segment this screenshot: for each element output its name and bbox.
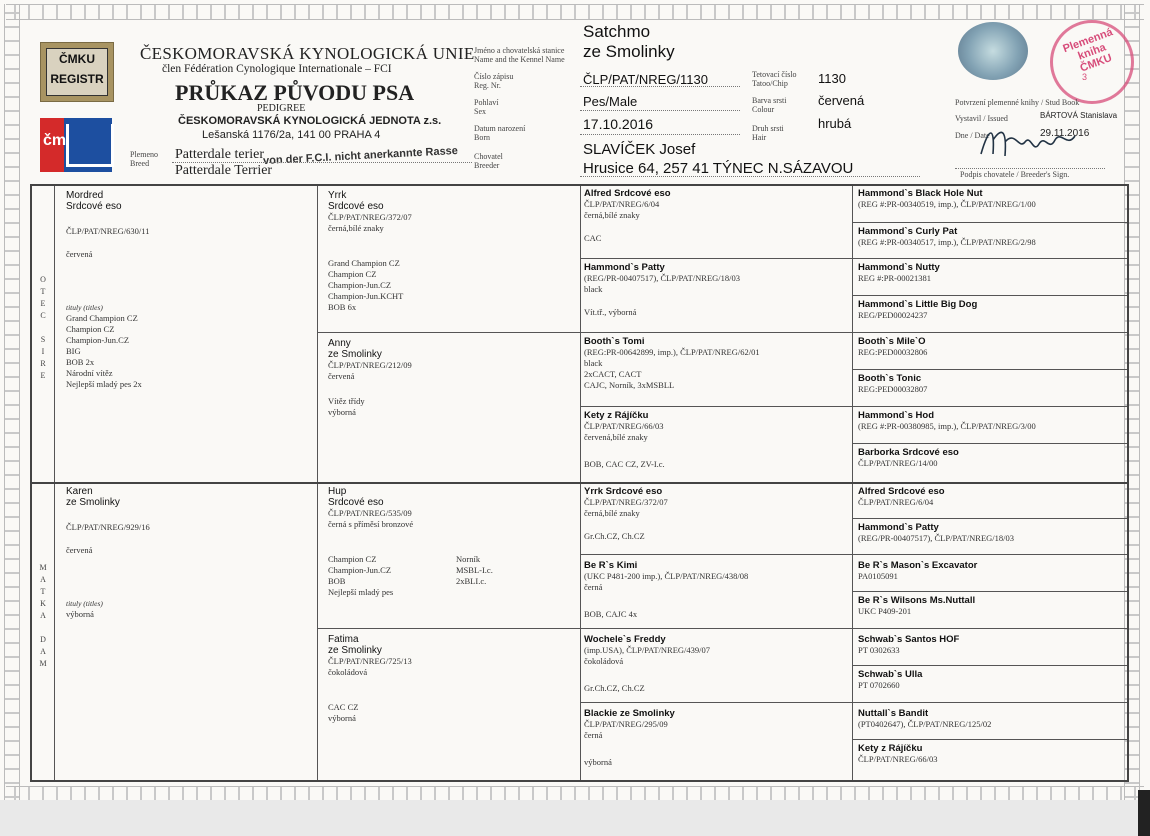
sire-letter: E	[40, 299, 46, 308]
sire-letter: E	[40, 371, 46, 380]
ancestor-colour: černá	[584, 730, 603, 740]
ancestor-name: Booth`s Tonic	[858, 373, 922, 384]
dam-title: výborná	[66, 609, 94, 619]
row-divider-g4-3	[852, 369, 1127, 370]
ancestor-titles: 2xCACT, CACT CAJC, Norník, 3xMSBLL	[584, 369, 675, 390]
ancestor-name: Be R`s Kimi	[584, 560, 638, 571]
ancestor-kennel: ze Smolinky	[328, 349, 382, 360]
ancestor-name: Hammond`s Little Big Dog	[858, 299, 978, 310]
gen2-cell	[328, 634, 573, 724]
gen3-cell	[584, 486, 848, 542]
sire-title: BOB 2x	[66, 357, 95, 367]
sire-letter: C	[40, 311, 46, 320]
sex-label: Pohlaví Sex	[474, 98, 499, 116]
gen3-cell	[584, 410, 848, 470]
ancestor-reg: REG:PED00032806	[858, 347, 928, 357]
ancestor-reg: ČLP/PAT/NREG/372/07	[328, 212, 412, 222]
gen4-cell	[858, 522, 1123, 544]
ancestor-colour: červená	[328, 371, 355, 381]
ancestor-reg: REG #:PR-00021381	[858, 273, 931, 283]
ancestor-name: Hammond`s Patty	[858, 522, 939, 533]
row-divider-g3c	[580, 554, 1127, 555]
ancestor-title: Champion CZ	[328, 269, 377, 279]
sire-colour: červená	[66, 249, 93, 259]
breed-value-cz: Patterdale terier	[175, 147, 265, 162]
ancestor-colour: černá,bílé znaky	[328, 223, 384, 233]
sire-spacer	[36, 322, 50, 334]
sire-letter: I	[41, 347, 45, 356]
ancestor-name: Barborka Srdcové eso	[858, 447, 959, 458]
dam-kennel: ze Smolinky	[66, 497, 120, 508]
ancestor-name: Yrrk Srdcové eso	[584, 486, 663, 497]
breed-value-en: Patterdale Terrier	[175, 163, 273, 178]
ancestor-title: výborná	[328, 713, 356, 723]
document-title: PRŮKAZ PŮVODU PSA	[175, 80, 415, 105]
dog-sex: Pes/Male	[583, 94, 638, 109]
ancestor-colour: black	[584, 358, 603, 368]
ancestor-colour: čokoládová	[328, 667, 368, 677]
ancestor-titles: Gr.Ch.CZ, Ch.CZ	[584, 683, 645, 693]
sire-title: Champion-Jun.CZ	[66, 335, 130, 345]
dam-spacer	[36, 622, 50, 634]
row-divider-g4-8	[852, 739, 1127, 740]
cmku-logo	[40, 118, 112, 172]
sire-titles-label: tituly (titles)	[66, 303, 103, 312]
ancestor-name: Yrrk	[328, 190, 347, 201]
issued-value: BÁRTOVÁ Stanislava	[1040, 111, 1118, 120]
dam-side-label	[36, 562, 50, 670]
gen4-cell	[858, 743, 1123, 765]
row-divider-g4-7	[852, 665, 1127, 666]
stamp-text: Plemenná kniha ČMKU	[1061, 26, 1115, 75]
union-name: ČESKOMORAVSKÁ KYNOLOGICKÁ UNIE	[140, 44, 475, 63]
ornamental-border-left	[4, 4, 20, 800]
ancestor-colour: black	[584, 284, 603, 294]
row-divider-g4-5	[852, 518, 1127, 519]
gen4-cell	[858, 486, 1123, 508]
ancestor-title: Nejlepší mladý pes	[328, 587, 394, 597]
gen2-cell	[328, 338, 573, 418]
row-divider-g4-4	[852, 443, 1127, 444]
logo-text: čm	[43, 132, 67, 149]
row-divider-g2b	[317, 628, 1127, 629]
ancestor-name: Wochele`s Freddy	[584, 634, 666, 645]
breeder-address: Hrusice 64, 257 41 TÝNEC N.SÁZAVOU	[583, 160, 854, 177]
ancestor-reg: ČLP/PAT/NREG/6/04	[584, 199, 660, 209]
logo-white-frame	[66, 124, 114, 167]
pedigree-table	[30, 184, 1129, 782]
tattoo-label: Tetovací číslo Tatoo/Chip	[752, 70, 797, 88]
ancestor-title: BOB	[328, 576, 346, 586]
document-subtitle: PEDIGREE	[257, 103, 306, 114]
ancestor-reg: (imp.USA), ČLP/PAT/NREG/439/07	[584, 645, 711, 655]
ancestor-name: Hup	[328, 486, 347, 497]
dam-letter: A	[40, 647, 46, 656]
date-label: Dne / Date	[955, 131, 990, 140]
sire-letter: R	[40, 359, 46, 368]
dog-reg: ČLP/PAT/NREG/1130	[583, 72, 708, 87]
dam-colour: červená	[66, 545, 93, 555]
ancestor-title: Norník	[456, 554, 481, 564]
row-divider-g2a	[317, 332, 1127, 333]
sire-cell	[66, 190, 311, 390]
row-divider-g4-6	[852, 591, 1127, 592]
gen4-cell	[858, 634, 1123, 656]
hologram-seal	[958, 22, 1028, 80]
ancestor-name: Alfred Srdcové eso	[584, 188, 671, 199]
ornamental-border-top	[6, 4, 1144, 20]
ancestor-title: výborná	[328, 407, 356, 417]
name-label: Jméno a chovatelská stanice Name and the Kennel Name	[474, 46, 565, 64]
ancestor-reg: UKC P409-201	[858, 606, 912, 616]
ancestor-title: 2xBLI.c.	[456, 576, 487, 586]
ancestor-name: Be R`s Mason`s Excavator	[858, 560, 978, 571]
ancestor-name: Hammond`s Nutty	[858, 262, 940, 273]
row-divider-main	[32, 482, 1127, 484]
ancestor-reg: (UKC P481-200 imp.), ČLP/PAT/NREG/438/08	[584, 571, 749, 581]
ancestor-reg: (REG #:PR-00340519, imp.), ČLP/PAT/NREG/1/00	[858, 199, 1036, 209]
ancestor-titles: BOB, CAC CZ, ZV-I.c.	[584, 459, 665, 469]
row-divider-g4-2	[852, 295, 1127, 296]
breed-line	[172, 162, 472, 163]
ancestor-title: CAC CZ	[328, 702, 359, 712]
ancestor-name: Anny	[328, 338, 351, 349]
ancestor-colour: černá s příměsí bronzové	[328, 519, 414, 529]
issued-label: Vystavil / Issued	[955, 114, 1008, 123]
ancestor-reg: ČLP/PAT/NREG/66/03	[858, 754, 938, 764]
sire-kennel: Srdcové eso	[66, 201, 122, 212]
gen3-cell	[584, 336, 848, 391]
gen4-cell	[858, 262, 1123, 284]
dog-kennel: ze Smolinky	[583, 42, 675, 61]
scan-edge	[1138, 790, 1150, 836]
ancestor-titles-col	[328, 554, 456, 598]
ancestor-name: Nuttall`s Bandit	[858, 708, 929, 719]
dam-letter: A	[40, 611, 46, 620]
reg-label: Číslo zápisu Reg. Nr.	[474, 72, 514, 90]
colour-label: Barva srsti Colour	[752, 96, 787, 114]
hair-label: Druh srsti Hair	[752, 124, 784, 142]
gen4-cell	[858, 299, 1123, 321]
ancestor-titles-col-2	[456, 554, 493, 598]
ancestor-reg: ČLP/PAT/NREG/295/09	[584, 719, 668, 729]
dam-name: Karen	[66, 486, 93, 497]
ancestor-titles: Vít.tř., výborná	[584, 307, 637, 317]
ancestor-colour: čokoládová	[584, 656, 624, 666]
ancestor-titles: CAC	[584, 233, 602, 243]
ancestor-title: Grand Champion CZ	[328, 258, 400, 268]
gen3-cell	[584, 708, 848, 768]
dog-born: 17.10.2016	[583, 116, 654, 132]
ancestor-reg: REG:PED00032807	[858, 384, 928, 394]
ancestor-reg: (REG #:PR-00340517, imp.), ČLP/PAT/NREG/2/98	[858, 237, 1036, 247]
ancestor-name: Schwab`s Santos HOF	[858, 634, 960, 645]
gen3-cell	[584, 262, 848, 318]
ancestor-reg: (REG/PR-00407517), ČLP/PAT/NREG/18/03	[858, 533, 1015, 543]
ancestor-name: Schwab`s Ulla	[858, 669, 923, 680]
cmku-registr-badge	[40, 42, 114, 102]
gen3-cell	[584, 634, 848, 694]
ancestor-colour: černá,bílé znaky	[584, 508, 640, 518]
gen4-cell	[858, 373, 1123, 395]
dam-letter: D	[40, 635, 46, 644]
ancestor-reg: PA0105091	[858, 571, 898, 581]
gen4-cell	[858, 595, 1123, 617]
ancestor-title: MSBL-I.c.	[456, 565, 493, 575]
ancestor-reg: ČLP/PAT/NREG/66/03	[584, 421, 664, 431]
sire-letter: T	[40, 287, 46, 296]
signature-label: Podpis chovatele / Breeder's Sign.	[960, 170, 1070, 179]
dam-letter: M	[39, 563, 47, 572]
ancestor-titles	[328, 554, 573, 598]
ancestor-reg: (REG #:PR-00380985, imp.), ČLP/PAT/NREG/3/00	[858, 421, 1036, 431]
gen2-cell	[328, 190, 573, 313]
sire-title: Champion CZ	[66, 324, 115, 334]
ancestor-kennel: Srdcové eso	[328, 201, 384, 212]
ancestor-name: Blackie ze Smolinky	[584, 708, 675, 719]
gen4-cell	[858, 447, 1123, 469]
stamp-number: 3	[1082, 72, 1088, 82]
dam-letter: K	[40, 599, 46, 608]
reg-line	[580, 86, 740, 87]
union-member: člen Fédération Cynologique Internationale – FCI	[162, 63, 392, 75]
gen2-cell	[328, 486, 573, 598]
dam-letter: A	[40, 575, 46, 584]
gen3-cell	[584, 188, 848, 244]
dam-titles-label: tituly (titles)	[66, 599, 103, 608]
ancestor-reg: ČLP/PAT/NREG/535/09	[328, 508, 412, 518]
row-divider-g3a	[580, 258, 1127, 259]
breed-label: Plemeno Breed	[130, 150, 158, 168]
gen4-cell	[858, 708, 1123, 730]
ancestor-reg: PT 0302633	[858, 645, 900, 655]
gen3-cell	[584, 560, 848, 620]
ancestor-kennel: ze Smolinky	[328, 645, 382, 656]
ancestor-titles: BOB, CAJC 4x	[584, 609, 638, 619]
born-line	[580, 134, 740, 135]
dam-letter: M	[39, 659, 47, 668]
club-name: ČESKOMORAVSKÁ KYNOLOGICKÁ JEDNOTA z.s.	[178, 115, 442, 127]
dam-reg: ČLP/PAT/NREG/929/16	[66, 522, 150, 532]
row-divider-g3d	[580, 702, 1127, 703]
ancestor-reg: ČLP/PAT/NREG/372/07	[584, 497, 668, 507]
ancestor-name: Hammond`s Hod	[858, 410, 934, 421]
ancestor-name: Hammond`s Black Hole Nut	[858, 188, 983, 199]
ancestor-reg: (PT0402647), ČLP/PAT/NREG/125/02	[858, 719, 992, 729]
ancestor-title: Champion-Jun.CZ	[328, 280, 392, 290]
gen4-cell	[858, 560, 1123, 582]
gen4-cell	[858, 336, 1123, 358]
ancestor-reg: ČLP/PAT/NREG/212/09	[328, 360, 412, 370]
ancestor-titles: Gr.Ch.CZ, Ch.CZ	[584, 531, 645, 541]
ancestor-name: Booth`s Tomi	[584, 336, 645, 347]
sire-title: Národní vítěz	[66, 368, 113, 378]
dog-name: Satchmo	[583, 22, 651, 41]
ancestor-name: Hammond`s Patty	[584, 262, 665, 273]
gen4-cell	[858, 410, 1123, 432]
ancestor-reg: ČLP/PAT/NREG/725/13	[328, 656, 412, 666]
ancestor-titles: výborná	[584, 757, 612, 767]
ancestor-reg: (REG/PR-00407517), ČLP/PAT/NREG/18/03	[584, 273, 741, 283]
sire-title: BIG	[66, 346, 81, 356]
ancestor-reg: REG/PED00024237	[858, 310, 928, 320]
ancestor-title: Champion CZ	[328, 554, 377, 564]
ancestor-kennel: Srdcové eso	[328, 497, 384, 508]
sire-side-label	[36, 274, 50, 382]
date-value: 29.11.2016	[1040, 128, 1090, 139]
dam-letter: T	[40, 587, 46, 596]
breeder-label: Chovatel Breeder	[474, 152, 503, 170]
stud-book-label: Potvrzení plemenné knihy / Stud Book	[955, 98, 1080, 107]
badge-line-1: ČMKU	[59, 52, 95, 66]
ancestor-reg: ČLP/PAT/NREG/14/00	[858, 458, 938, 468]
row-divider-g3b	[580, 406, 1127, 407]
colour-value: červená	[818, 93, 865, 108]
ancestor-name: Alfred Srdcové eso	[858, 486, 945, 497]
ancestor-title: Champion-Jun.KCHT	[328, 291, 404, 301]
gen4-cell	[858, 669, 1123, 691]
ancestor-colour: černá,bílé znaky	[584, 210, 640, 220]
gen4-cell	[858, 188, 1123, 210]
badge-line-2: REGISTR	[50, 72, 104, 86]
ancestor-name: Fatima	[328, 634, 359, 645]
ancestor-title: Vítěz třídy	[328, 396, 365, 406]
breeder-name: SLAVÍČEK Josef	[583, 141, 696, 158]
sire-reg: ČLP/PAT/NREG/630/11	[66, 226, 150, 236]
scan-margin	[0, 800, 1150, 836]
ancestor-reg: PT 0702660	[858, 680, 900, 690]
born-label: Datum narození Born	[474, 124, 526, 142]
ancestor-colour: červená,bílé znaky	[584, 432, 648, 442]
tattoo-value: 1130	[818, 71, 846, 86]
signature-line	[955, 168, 1105, 169]
ancestor-reg: ČLP/PAT/NREG/6/04	[858, 497, 934, 507]
sire-title: Nejlepší mladý pes 2x	[66, 379, 142, 389]
breeder-line	[580, 176, 920, 177]
ancestor-name: Be R`s Wilsons Ms.Nuttall	[858, 595, 976, 606]
ancestor-name: Booth`s Mile`O	[858, 336, 926, 347]
gen4-cell	[858, 226, 1123, 248]
sire-title: Grand Champion CZ	[66, 313, 138, 323]
ancestor-reg: (REG:PR-00642899, imp.), ČLP/PAT/NREG/62/01	[584, 347, 760, 357]
hair-value: hrubá	[818, 116, 852, 131]
sire-letter: O	[40, 275, 46, 284]
sire-name: Mordred	[66, 190, 104, 201]
ancestor-title: BOB 6x	[328, 302, 357, 312]
ancestor-name: Kety z Rájíčku	[858, 743, 923, 754]
ancestor-colour: černá	[584, 582, 603, 592]
row-divider-g4-1	[852, 222, 1127, 223]
ancestor-name: Hammond`s Curly Pat	[858, 226, 958, 237]
sire-letter: S	[40, 335, 46, 344]
dam-cell	[66, 486, 311, 620]
ancestor-title: Champion-Jun.CZ	[328, 565, 392, 575]
club-address: Lešanská 1176/2a, 141 00 PRAHA 4	[202, 129, 381, 141]
ancestor-name: Kety z Rájíčku	[584, 410, 649, 421]
breed-stamp: von der F.C.I. nicht anerkannte Rasse	[262, 144, 459, 168]
sex-line	[580, 110, 740, 111]
breeder-signature	[975, 120, 1085, 166]
